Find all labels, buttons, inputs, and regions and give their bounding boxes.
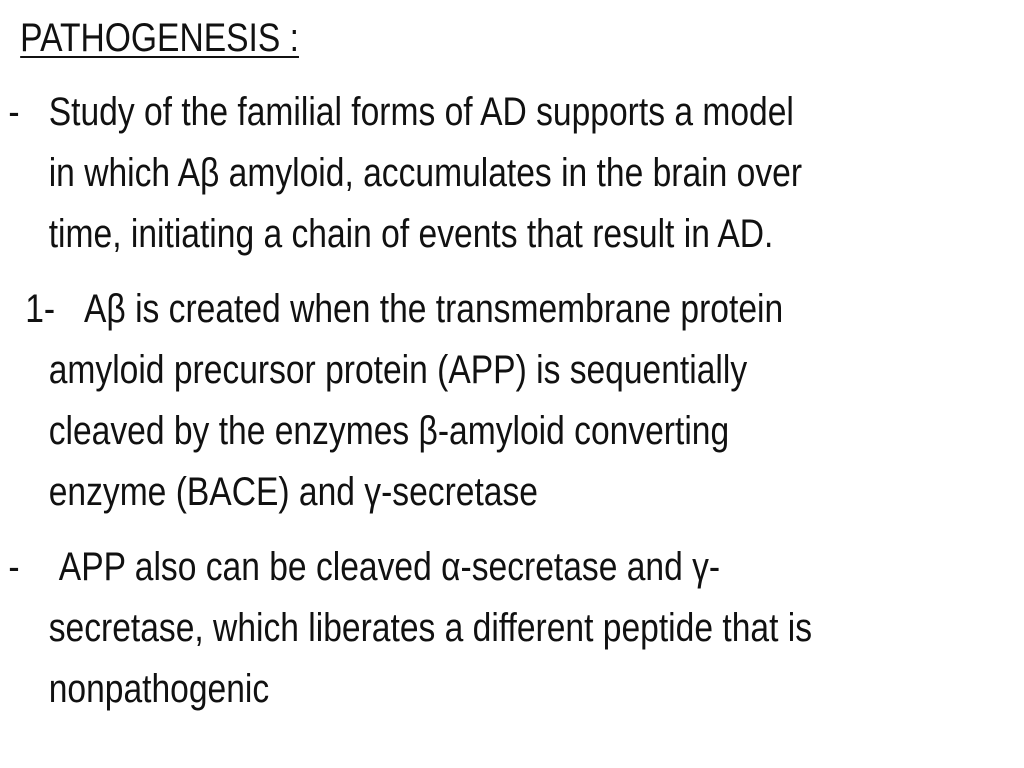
paragraph-line: cleaved by the enzymes β-amyloid converting [48,409,730,453]
paragraph-line: amyloid precursor protein (APP) is sequentially [48,348,748,392]
number-marker: 1- [25,287,56,331]
paragraph-line: Study of the familial forms of AD supports a model [48,90,794,134]
slide-heading: PATHOGENESIS : [20,16,299,60]
bullet-marker: - [8,90,20,134]
paragraph-line: secretase, which liberates a different peptide that is [48,606,813,650]
paragraph-line: enzyme (BACE) and γ-secretase [48,470,538,514]
bullet-marker: - [8,545,20,589]
paragraph-line: in which Aβ amyloid, accumulates in the brain over [48,151,803,195]
paragraph-line: APP also can be cleaved α-secretase and γ- [58,545,721,589]
paragraph-line: nonpathogenic [48,667,270,711]
paragraph-line: time, initiating a chain of events that result in AD. [48,212,774,256]
paragraph-line: Aβ is created when the transmembrane protein [84,287,784,331]
